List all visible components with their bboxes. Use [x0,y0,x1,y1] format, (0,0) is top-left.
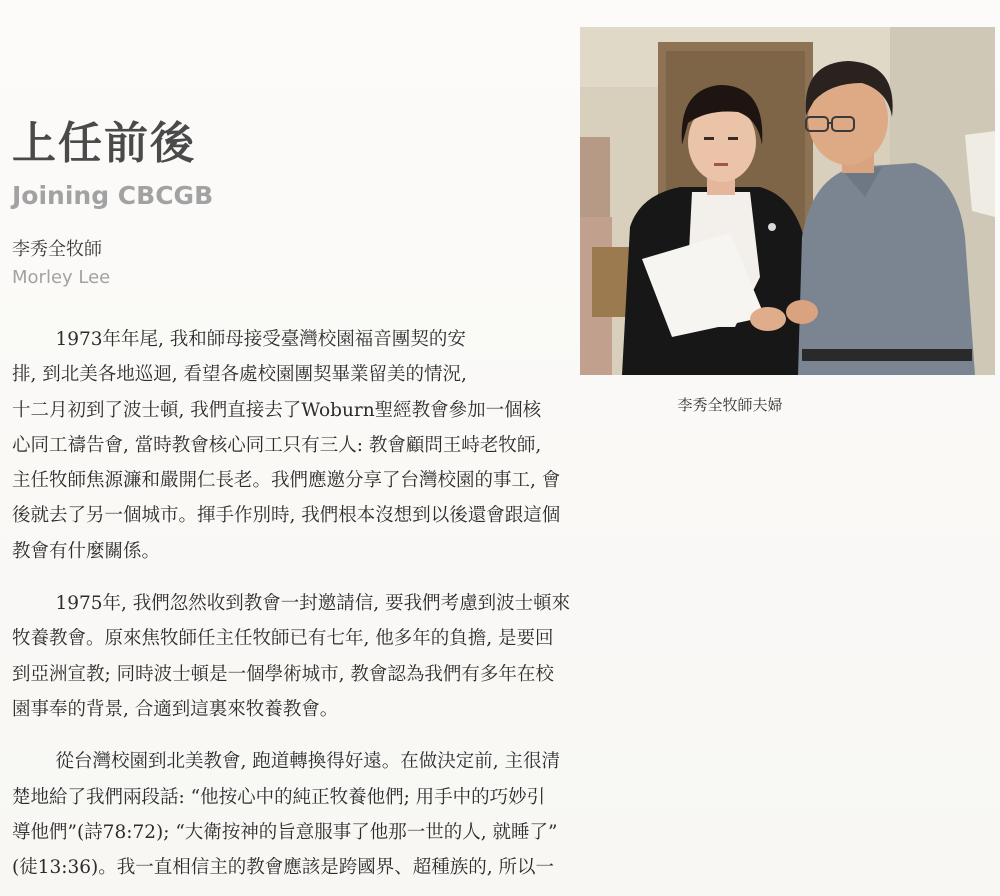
text-line: 園事奉的背景, 合適到這裏來牧養教會。 [12,698,339,720]
text-line: 排, 到北美各地巡迴, 看望各處校園團契畢業留美的情況, [12,364,467,386]
photo-caption: 李秀全牧師夫婦 [677,396,783,414]
man-figure [798,163,975,375]
author-name-chinese: 李秀全牧師 [12,239,102,260]
paragraph-2 [12,586,660,727]
text-line: 導他們”(詩78:72); “大衛按神的旨意服事了他那一世的人, 就睡了” [12,821,558,843]
text-line: 楚地給了我們兩段話: “他按心中的純正牧養他們; 用手中的巧妙引 [12,786,546,808]
text-line: 主任牧師焦源濂和嚴開仁長老。我們應邀分享了台灣校園的事工, 會 [12,470,561,492]
text-line: 教會有什麼關係。 [12,540,161,562]
text-line: 後就去了另一個城市。揮手作別時, 我們根本沒想到以後還會跟這個 [12,505,561,527]
text-line: 心同工禱告會, 當時教會核心同工只有三人: 教會顧問王峙老牧師, [12,434,542,456]
paragraph-3 [12,744,660,885]
text-line: 到亞洲宣教; 同時波士頓是一個學術城市, 教會認為我們有多年在校 [12,663,554,685]
article-body [12,322,660,885]
paragraph-1 [12,322,660,569]
text-line: 牧養教會。原來焦牧師任主任牧師已有七年, 他多年的負擔, 是要回 [12,628,554,650]
text-line: 十二月初到了波士頓, 我們直接去了Woburn聖經教會參加一個核 [12,399,542,421]
text-line: 從台灣校園到北美教會, 跑道轉換得好遠。在做決定前, 主很清 [55,751,560,773]
article-title-english: Joining CBCGB [12,181,214,210]
text-line: (徒13:36)。我一直相信主的教會應該是跨國界、超種族的, 所以一 [12,857,555,879]
text-line: 1975年, 我們忽然收到教會一封邀請信, 要我們考慮到波士頓來 [55,593,571,615]
author-name-english: Morley Lee [12,267,111,288]
article-title-chinese: 上任前後 [12,118,196,169]
text-line: 1973年年尾, 我和師母接受臺灣校園福音團契的安 [55,329,466,350]
